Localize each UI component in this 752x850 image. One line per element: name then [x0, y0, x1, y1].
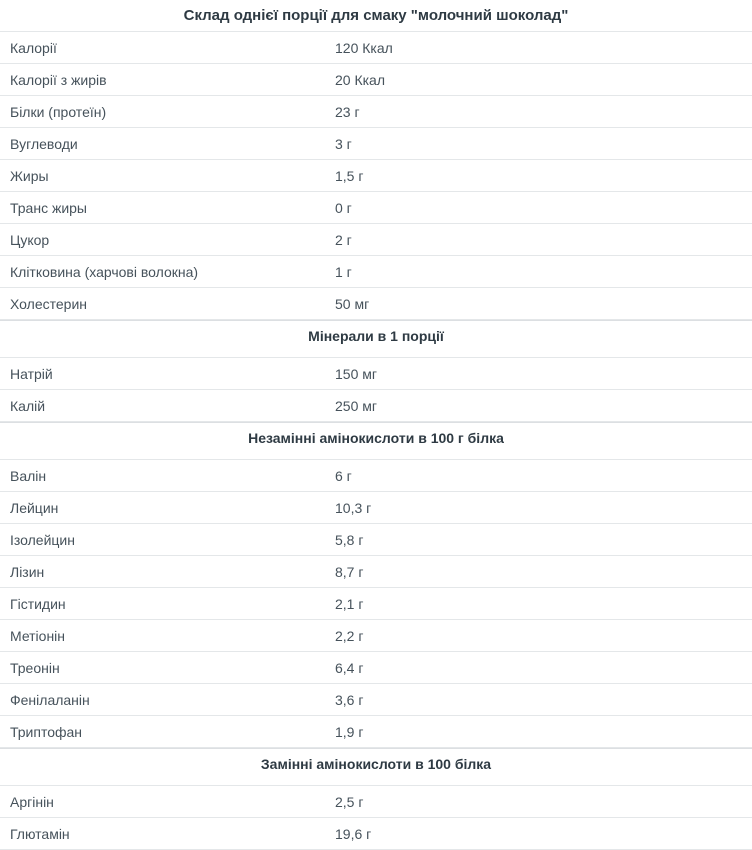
row-value: 6 г	[335, 467, 352, 484]
row-value: 6,4 г	[335, 659, 364, 676]
row-value: 2 г	[335, 231, 352, 248]
row-label: Транс жиры	[10, 199, 87, 216]
row-label: Валін	[10, 467, 47, 484]
row-label: Цукор	[10, 231, 50, 248]
table-row	[0, 460, 752, 492]
row-label: Натрій	[10, 365, 53, 382]
section-nonessential-amino-acids	[0, 748, 752, 850]
row-label: Клітковина (харчові волокна)	[10, 263, 199, 280]
section-header-essential-amino-acids: Незамінні амінокислоти в 100 г білка	[0, 422, 752, 460]
table-row	[0, 556, 752, 588]
row-value: 2,5 г	[335, 793, 364, 810]
table-row	[0, 716, 752, 748]
row-label: Аргінін	[10, 793, 54, 810]
row-label: Метіонін	[10, 627, 66, 644]
section-header-nonessential-amino-acids: Замінні амінокислоти в 100 білка	[0, 748, 752, 786]
section-essential-amino-acids	[0, 422, 752, 748]
row-label: Гістидин	[10, 595, 66, 612]
table-row	[0, 358, 752, 390]
table-row	[0, 786, 752, 818]
row-label: Білки (протеїн)	[10, 103, 107, 120]
row-value: 5,8 г	[335, 531, 364, 548]
row-value: 2,1 г	[335, 595, 364, 612]
row-value: 0 г	[335, 199, 352, 216]
row-label: Ізолейцин	[10, 531, 75, 548]
row-label: Калій	[10, 397, 46, 414]
table-row	[0, 64, 752, 96]
table-row	[0, 128, 752, 160]
row-label: Триптофан	[10, 723, 83, 740]
row-value: 120 Ккал	[335, 39, 393, 56]
row-label: Лізин	[10, 563, 45, 580]
table-row	[0, 192, 752, 224]
table-row	[0, 224, 752, 256]
row-value: 8,7 г	[335, 563, 364, 580]
table-row	[0, 620, 752, 652]
row-label: Жиры	[10, 167, 49, 184]
row-value: 1 г	[335, 263, 352, 280]
row-value: 150 мг	[335, 365, 377, 382]
row-label: Холестерин	[10, 295, 87, 312]
table-row	[0, 652, 752, 684]
row-value: 1,5 г	[335, 167, 364, 184]
table-row	[0, 524, 752, 556]
row-value: 19,6 г	[335, 825, 372, 842]
row-value: 20 Ккал	[335, 71, 386, 88]
row-value: 3,6 г	[335, 691, 364, 708]
table-row	[0, 684, 752, 716]
row-label: Лейцин	[10, 499, 59, 516]
row-value: 250 мг	[335, 397, 377, 414]
row-label: Глютамін	[10, 825, 70, 842]
table-row	[0, 32, 752, 64]
row-label: Треонін	[10, 659, 60, 676]
table-row	[0, 288, 752, 320]
section-minerals	[0, 320, 752, 422]
table-row	[0, 390, 752, 422]
table-row	[0, 588, 752, 620]
table-row	[0, 492, 752, 524]
row-label: Калорії	[10, 39, 57, 56]
row-label: Фенілаланін	[10, 691, 90, 708]
table-row	[0, 96, 752, 128]
table-row	[0, 160, 752, 192]
section-header-minerals: Мінерали в 1 порції	[0, 320, 752, 358]
row-value: 3 г	[335, 135, 352, 152]
table-title: Склад однієї порції для смаку "молочний шоколад"	[0, 0, 752, 32]
row-label: Калорії з жирів	[10, 71, 107, 88]
row-value: 10,3 г	[335, 499, 372, 516]
row-value: 23 г	[335, 103, 360, 120]
table-row	[0, 256, 752, 288]
row-label: Вуглеводи	[10, 135, 78, 152]
row-value: 1,9 г	[335, 723, 364, 740]
section-serving-composition	[0, 32, 752, 320]
row-value: 2,2 г	[335, 627, 364, 644]
row-value: 50 мг	[335, 295, 370, 312]
table-row	[0, 818, 752, 850]
